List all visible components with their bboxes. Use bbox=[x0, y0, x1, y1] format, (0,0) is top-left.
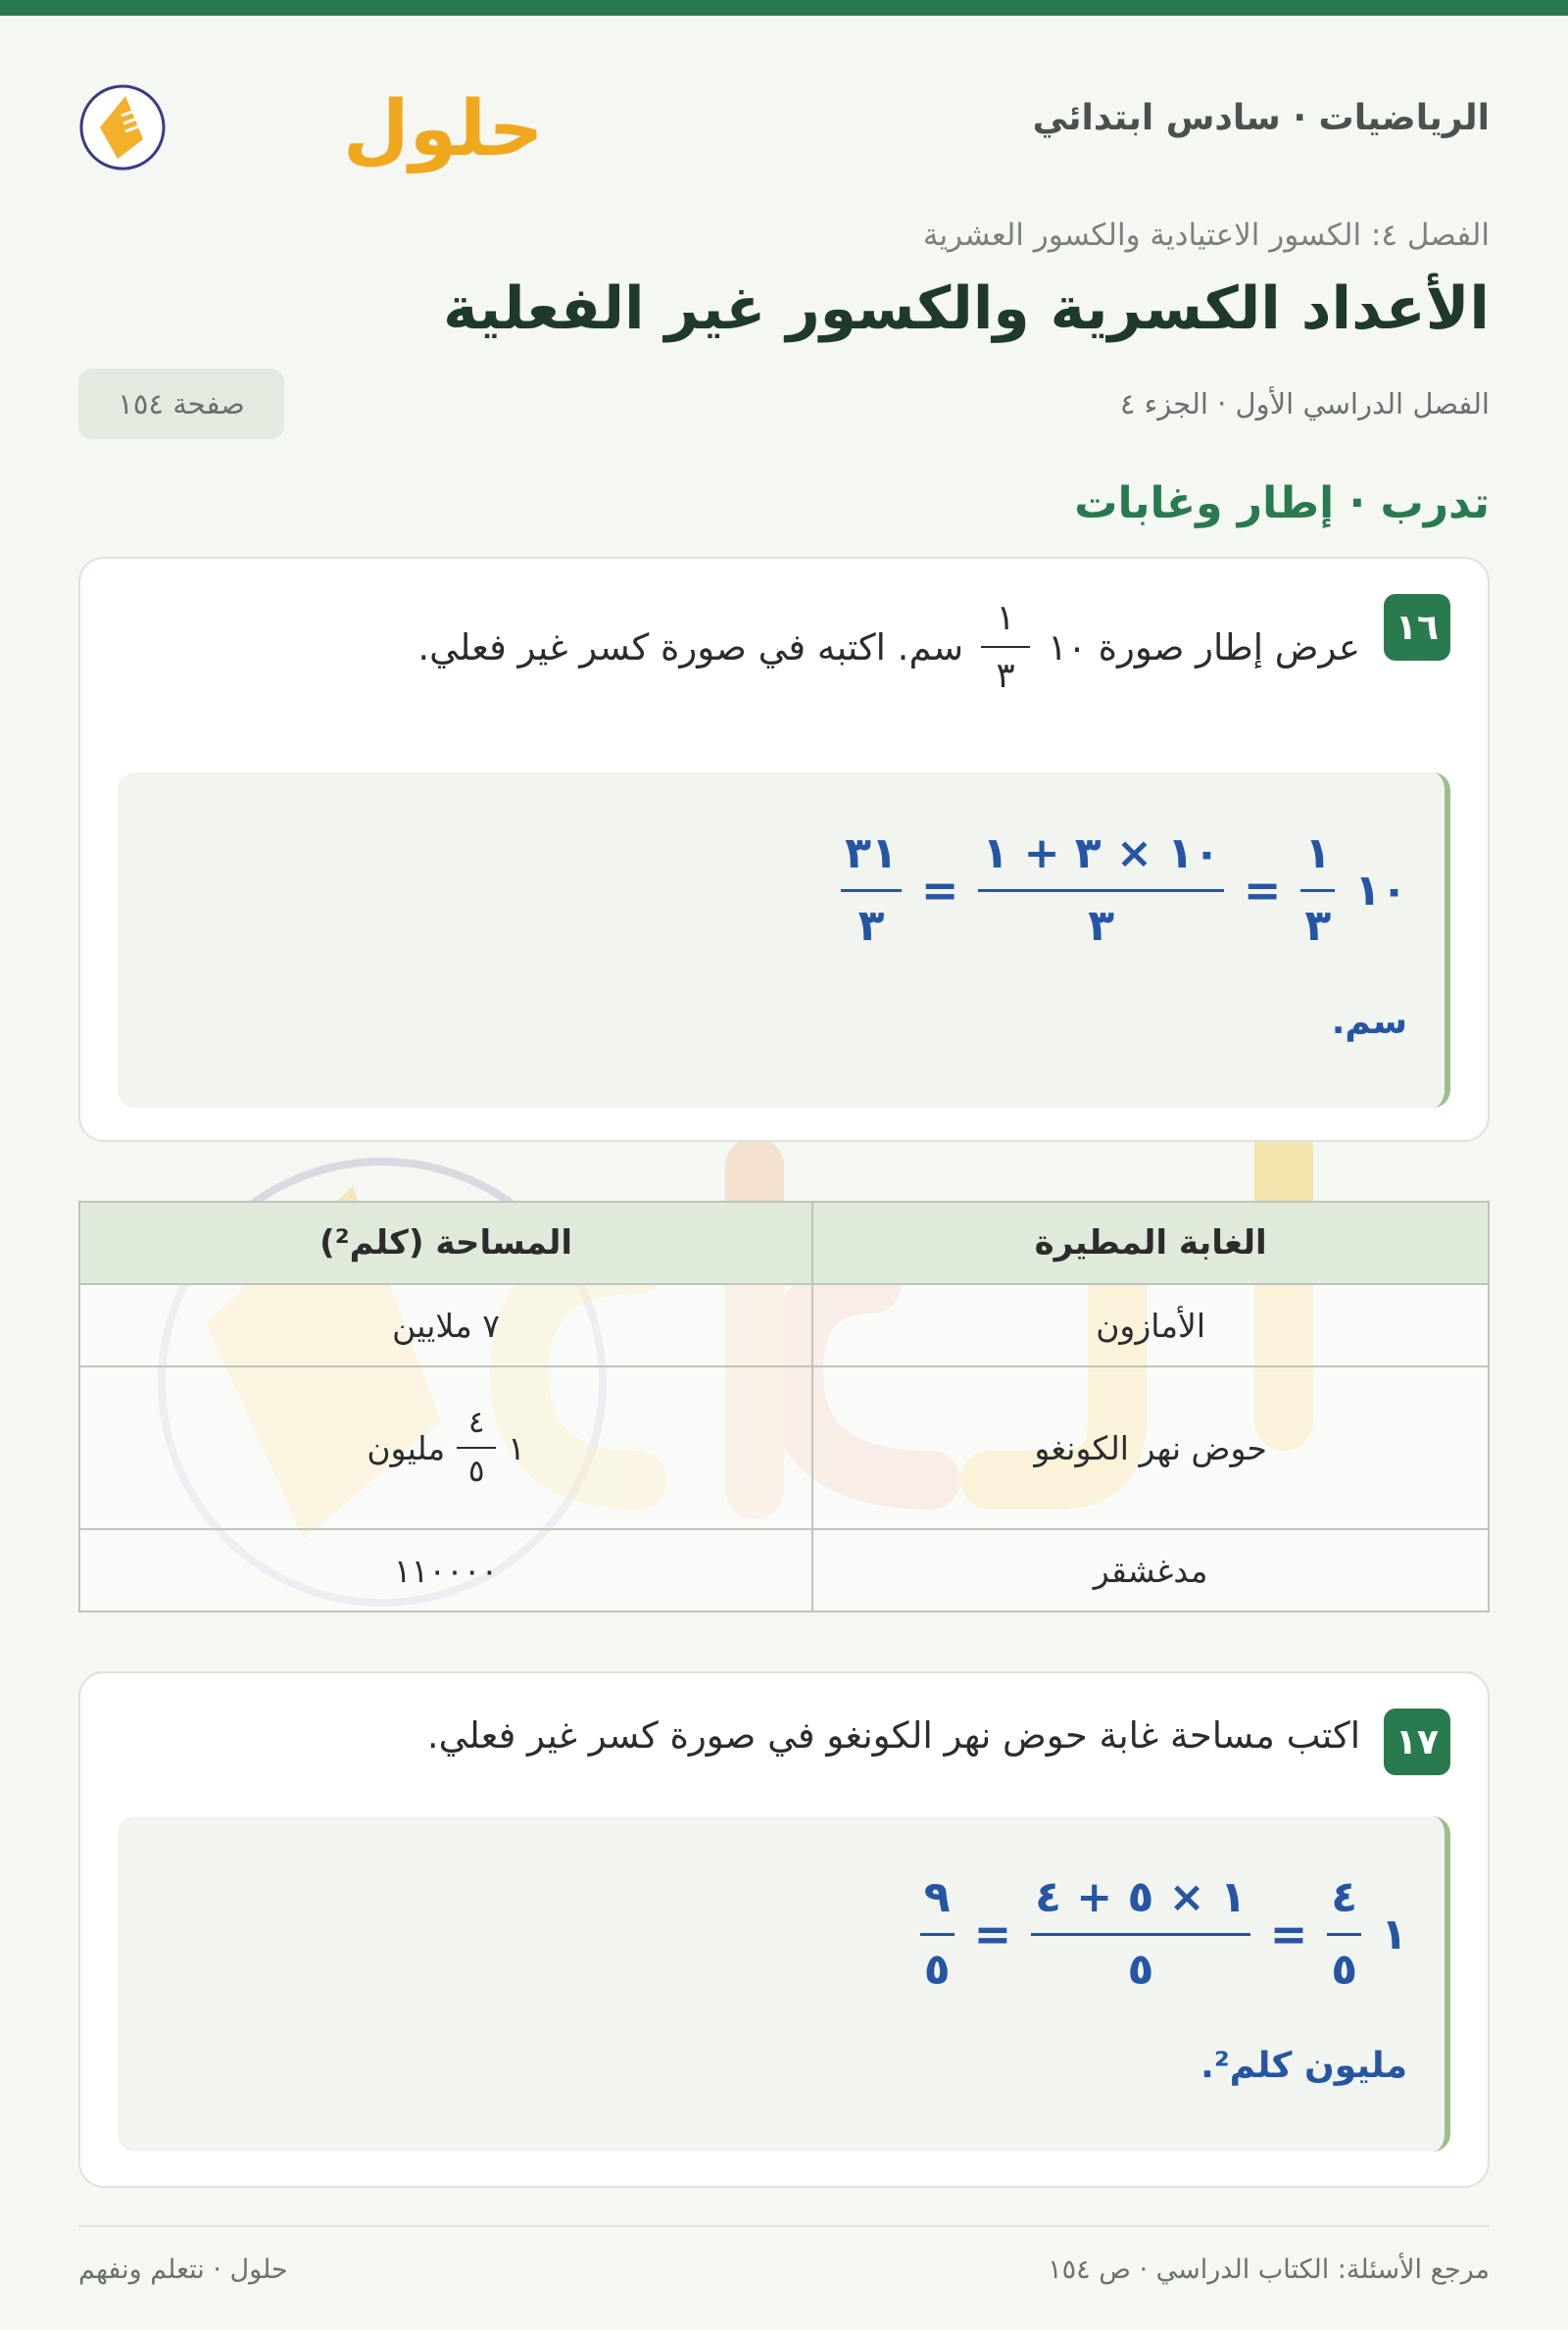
fraction-numerator: ٩ bbox=[923, 1872, 951, 1922]
equals-sign: = bbox=[920, 864, 959, 917]
fraction-denominator: ٣ bbox=[996, 656, 1015, 697]
fraction-numerator: ٣١ bbox=[845, 828, 898, 878]
rainforest-table bbox=[78, 1201, 1490, 1612]
table-row bbox=[79, 1284, 1489, 1366]
question-number-badge: ١٧ bbox=[1384, 1709, 1450, 1775]
table-cell-forest: الأمازون bbox=[812, 1284, 1489, 1366]
fraction-denominator: ٥ bbox=[1127, 1944, 1154, 1995]
area-fraction bbox=[457, 1406, 496, 1489]
mixed-whole: ١ bbox=[508, 1428, 525, 1467]
question-card-16 bbox=[78, 557, 1490, 1142]
semester-label: الفصل الدراسي الأول · الجزء ٤ bbox=[1119, 387, 1490, 421]
fraction-numerator: ١ × ٥ + ٤ bbox=[1035, 1872, 1247, 1922]
table-cell-area: ٧ ملايين bbox=[79, 1284, 812, 1366]
question-text bbox=[417, 598, 1360, 697]
area-unit: مليون bbox=[367, 1428, 446, 1467]
table-header-row bbox=[79, 1202, 1489, 1284]
table-cell-forest: مدغشقر bbox=[812, 1529, 1489, 1611]
fraction-denominator: ٣ bbox=[1088, 900, 1115, 951]
mixed-number-area bbox=[367, 1406, 525, 1489]
answer-fraction-2 bbox=[1031, 1873, 1250, 1995]
fraction-numerator: ١ bbox=[1304, 828, 1332, 878]
answer-box bbox=[118, 1816, 1450, 2152]
equals-sign: = bbox=[1243, 864, 1282, 917]
table-cell-area bbox=[79, 1366, 812, 1529]
page-number-badge: صفحة ١٥٤ bbox=[78, 369, 284, 439]
footer-divider bbox=[78, 2225, 1490, 2227]
fraction-bar bbox=[1327, 1933, 1361, 1936]
footer-brand: حلول · نتعلم ونفهم bbox=[78, 2255, 288, 2285]
answer-box bbox=[118, 772, 1450, 1108]
answer-fraction-1 bbox=[1300, 829, 1335, 951]
table-cell-forest: حوض نهر الكونغو bbox=[812, 1366, 1489, 1529]
brand-logo bbox=[78, 59, 544, 181]
answer-equation bbox=[841, 829, 1407, 951]
question-text: اكتب مساحة غابة حوض نهر الكونغو في صورة كسر غير فعلي. bbox=[426, 1714, 1360, 1757]
fraction-numerator: ١٠ × ٣ + ١ bbox=[982, 828, 1220, 878]
top-accent-bar bbox=[0, 0, 1568, 16]
table-row bbox=[79, 1366, 1489, 1529]
fraction-denominator: ٥ bbox=[467, 1454, 485, 1489]
fraction-numerator: ٤ bbox=[467, 1405, 485, 1441]
question-card-17 bbox=[78, 1671, 1490, 2188]
page-header bbox=[78, 59, 1490, 181]
answer-equation bbox=[920, 1873, 1407, 1995]
fraction-denominator: ٣ bbox=[858, 900, 885, 951]
brand-logo-text: حلول bbox=[343, 85, 544, 174]
fraction-bar bbox=[920, 1933, 955, 1936]
question-text-before: عرض إطار صورة ١٠ bbox=[1048, 625, 1360, 669]
table-header-area: المساحة (كلم²) bbox=[79, 1202, 812, 1284]
fraction-bar bbox=[841, 889, 902, 892]
fraction-denominator: ٣ bbox=[1304, 900, 1332, 951]
table-cell-area: ١١٠٠٠٠ bbox=[79, 1529, 812, 1611]
answer-whole: ١٠ bbox=[1354, 865, 1407, 916]
question-number-badge: ١٦ bbox=[1384, 594, 1450, 661]
answer-fraction-2 bbox=[978, 829, 1223, 951]
table-row bbox=[79, 1529, 1489, 1611]
question-text-after: سم. اكتبه في صورة كسر غير فعلي. bbox=[417, 625, 964, 669]
chapter-label: الفصل ٤: الكسور الاعتيادية والكسور العشرية bbox=[922, 218, 1490, 253]
page-title: الأعداد الكسرية والكسور غير الفعلية bbox=[443, 274, 1490, 343]
fraction-bar bbox=[457, 1447, 496, 1449]
answer-fraction-3 bbox=[841, 829, 902, 951]
footer-reference: مرجع الأسئلة: الكتاب الدراسي · ص ١٥٤ bbox=[1048, 2255, 1490, 2285]
equals-sign: = bbox=[1269, 1908, 1308, 1961]
fraction-denominator: ٥ bbox=[923, 1944, 951, 1995]
answer-fraction-1 bbox=[1327, 1873, 1361, 1995]
fraction-bar bbox=[978, 889, 1223, 892]
equals-sign: = bbox=[973, 1908, 1012, 1961]
fraction-bar bbox=[1300, 889, 1335, 892]
fraction-bar bbox=[1031, 1933, 1250, 1936]
answer-unit: سم. bbox=[1331, 1002, 1407, 1042]
table-header-forest: الغابة المطيرة bbox=[812, 1202, 1489, 1284]
fraction-numerator: ٤ bbox=[1331, 1872, 1358, 1922]
fraction-bar bbox=[981, 646, 1030, 648]
fraction-denominator: ٥ bbox=[1331, 1944, 1358, 1995]
answer-fraction-3 bbox=[920, 1873, 955, 1995]
answer-unit: مليون كلم². bbox=[1200, 2046, 1407, 2086]
section-title: تدرب · إطار وغابات bbox=[1074, 478, 1490, 528]
mixed-number-fraction bbox=[981, 598, 1030, 697]
answer-whole: ١ bbox=[1381, 1909, 1407, 1959]
fraction-numerator: ١ bbox=[996, 598, 1015, 638]
subject-label: الرياضيات · سادس ابتدائي bbox=[1032, 98, 1490, 138]
